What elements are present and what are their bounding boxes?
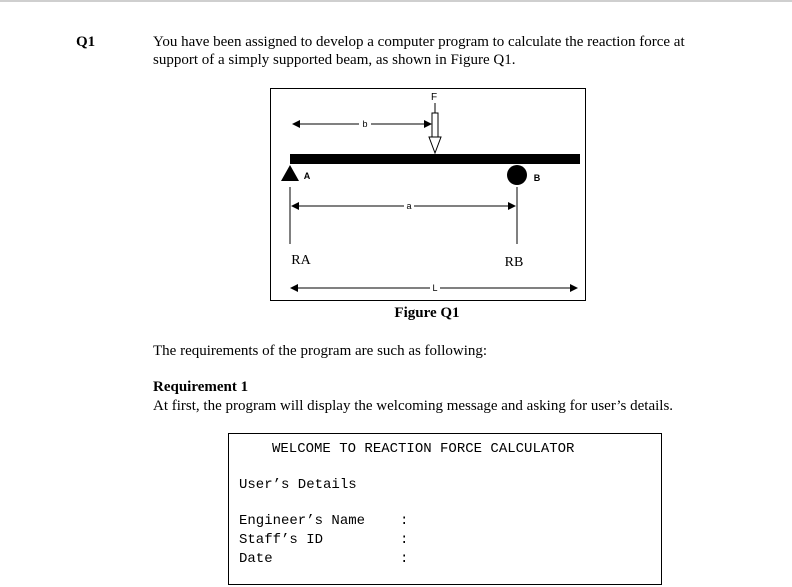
reaction-ra-label: RA [291,253,311,268]
load-arrow [429,103,441,153]
field-label: Date [239,551,273,567]
requirement-1-heading: Requirement 1 [153,379,249,395]
field-engineer-name [239,513,409,529]
reaction-rb-label: RB [504,255,524,270]
roller-support-b [507,165,527,185]
dimension-b-label: b [362,119,368,129]
question-intro [153,33,753,69]
support-b-label: B [533,173,541,183]
page-top-border [0,0,792,2]
field-colon: : [400,551,409,567]
pin-support-a [281,165,299,181]
question-number: Q1 [76,34,96,50]
figure-q1-box [270,88,586,301]
field-colon: : [400,513,409,529]
field-label: Staff’s ID [239,532,324,548]
requirement-1-text: At first, the program will display the welcoming message and asking for user’s details. [153,398,674,414]
figure-caption: Figure Q1 [394,305,460,321]
intro-line-2: support of a simply supported beam, as shown in Figure Q1. [153,52,516,68]
console-output-box [228,433,662,585]
field-colon: : [400,532,409,548]
intro-line-1: You have been assigned to develop a computer program to calculate the reaction force at [153,34,685,50]
field-staff-id [239,532,409,548]
support-a-label: A [303,171,311,181]
requirements-intro: The requirements of the program are such as following: [153,343,488,359]
field-date [239,551,409,567]
force-label: F [430,92,438,103]
beam [290,154,580,164]
welcome-message: WELCOME TO REACTION FORCE CALCULATOR [272,441,575,457]
user-details-title: User’s Details [239,477,357,493]
dimension-l-label: L [432,283,438,293]
field-label: Engineer’s Name [239,513,366,529]
beam-diagram [271,89,587,302]
dimension-a-label: a [406,201,412,211]
